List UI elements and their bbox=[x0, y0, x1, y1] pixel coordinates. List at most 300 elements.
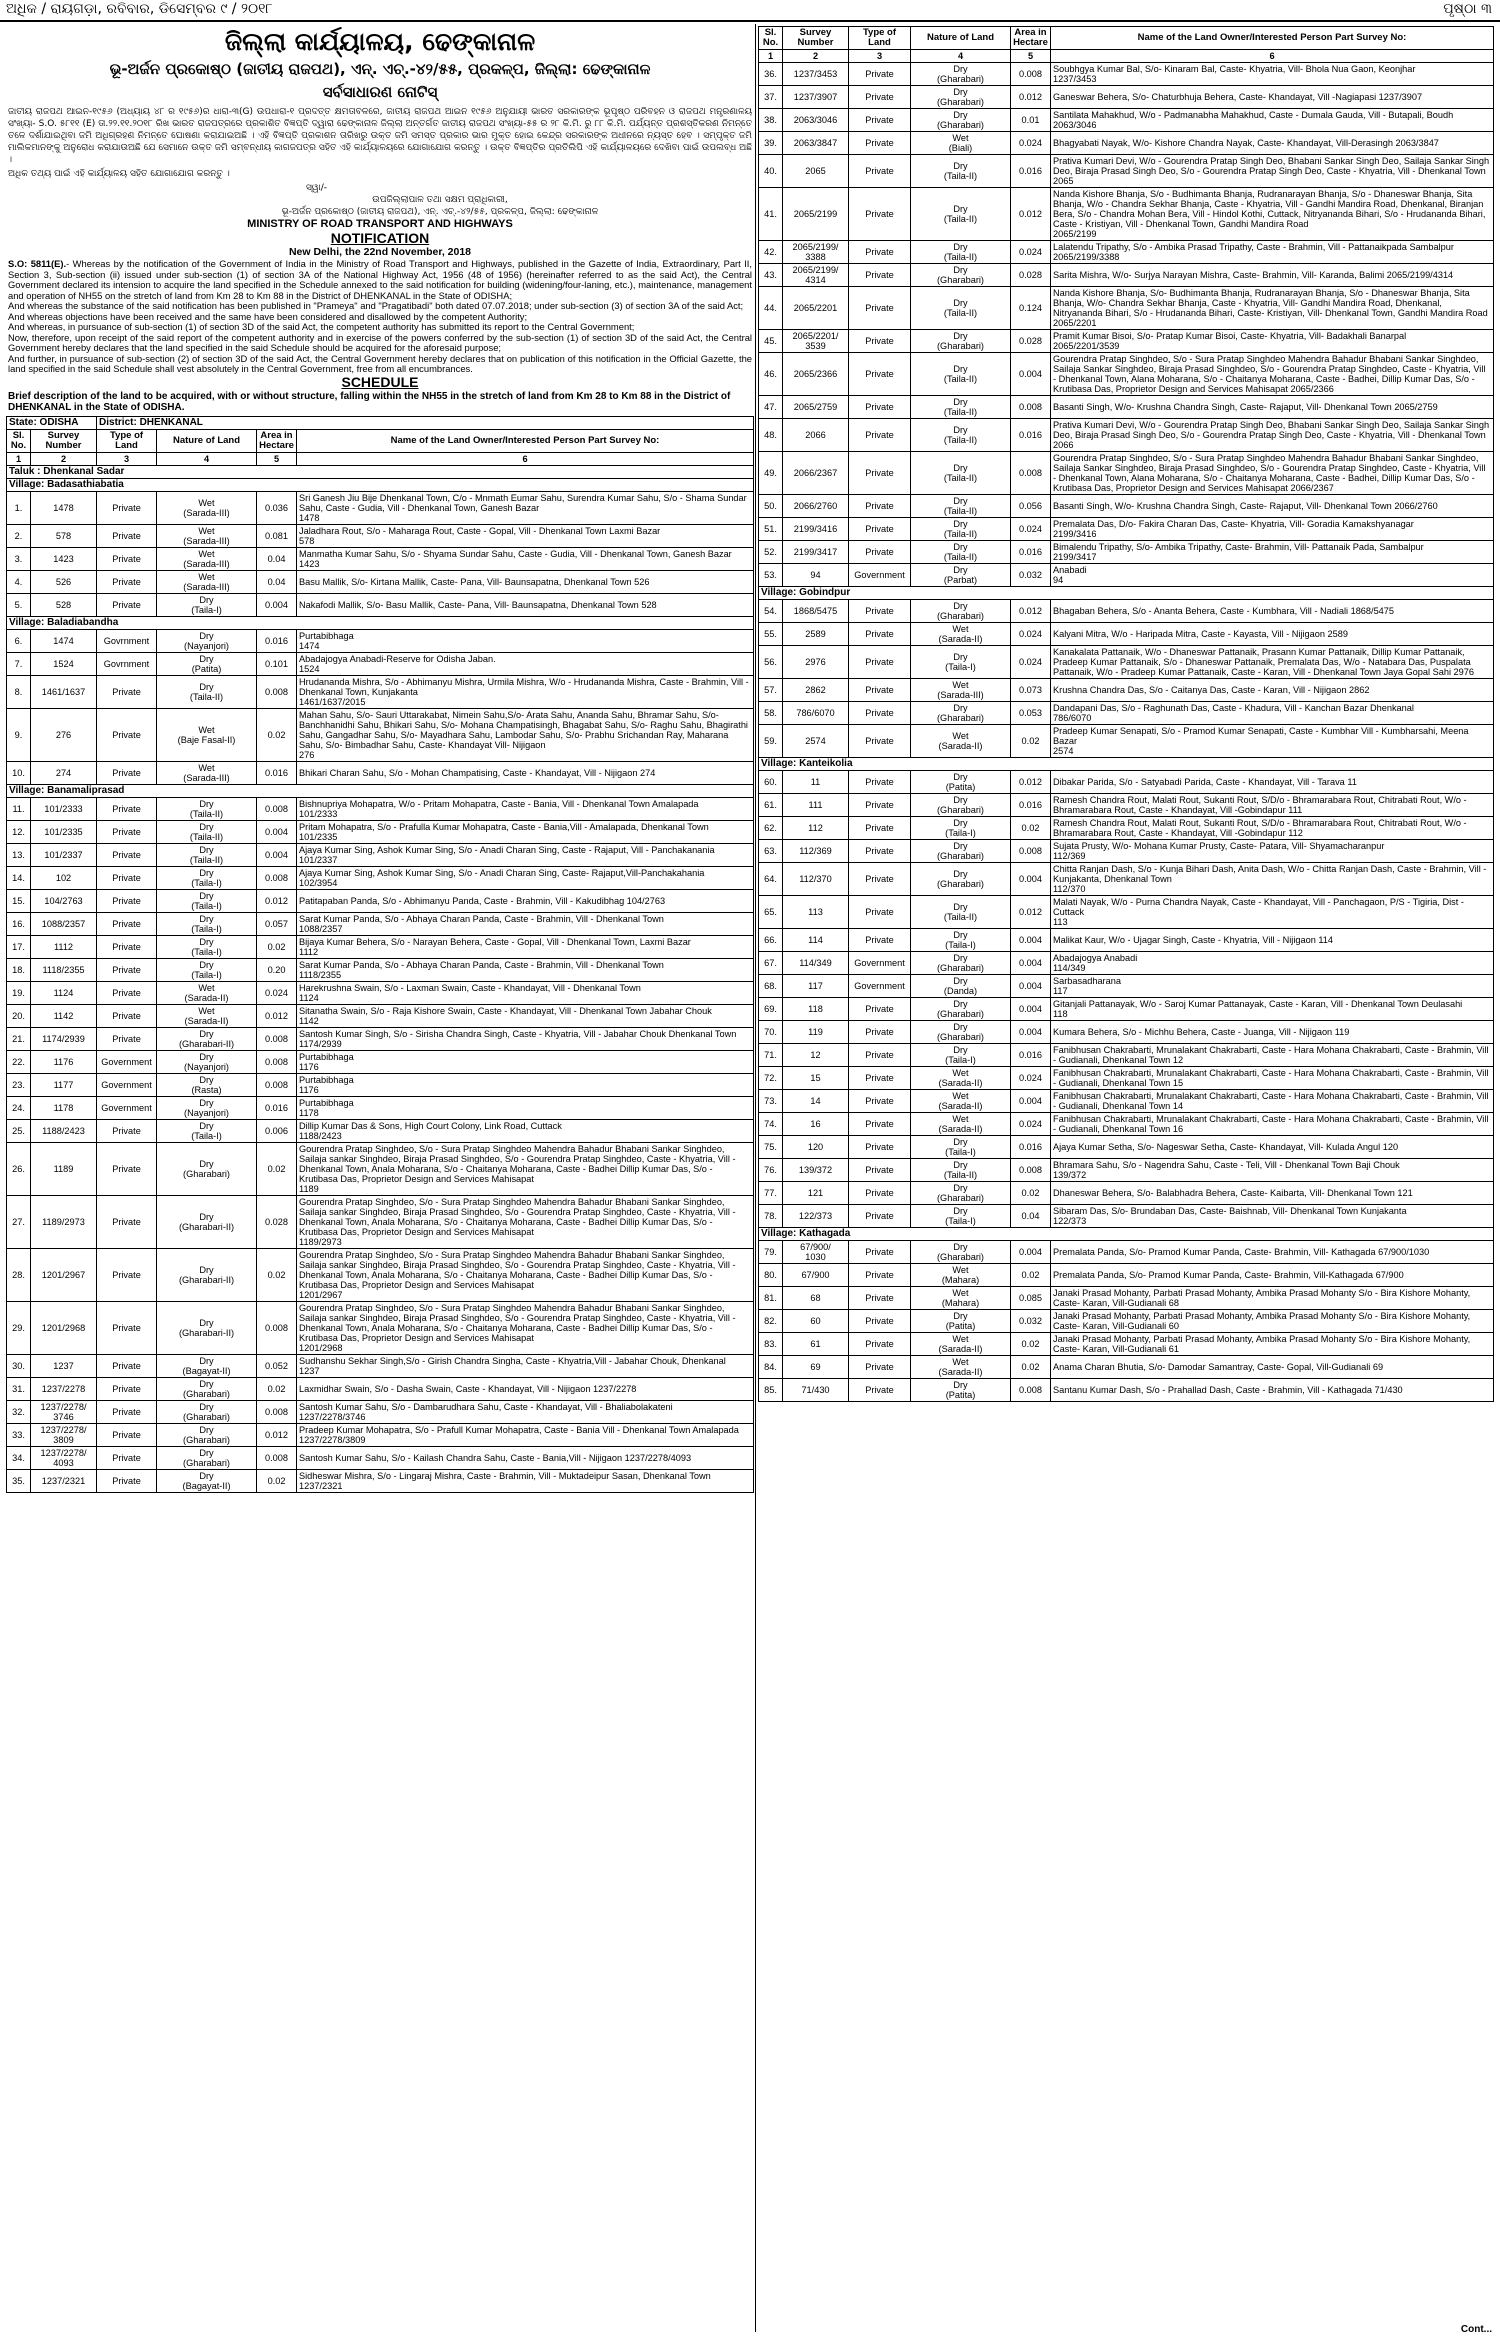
land-type: Private bbox=[849, 771, 911, 794]
land-type: Private bbox=[849, 1241, 911, 1264]
owner-details: Ajaya Kumar Sing, Ashok Kumar Sing, S/o - Anadi Charan Sing, Caste - Rajaput, Vill - Panchakanania 101/2337 bbox=[297, 843, 754, 866]
survey-number: 1237/2278/ 4093 bbox=[31, 1446, 97, 1469]
land-type: Govrnment bbox=[97, 652, 157, 675]
serial-number: 76. bbox=[759, 1159, 783, 1182]
area-hectare: 0.04 bbox=[257, 570, 297, 593]
area-hectare: 0.012 bbox=[1011, 188, 1051, 241]
land-nature: Dry (Taila-II) bbox=[911, 896, 1011, 929]
land-nature: Wet (Biali) bbox=[911, 132, 1011, 155]
table-row bbox=[7, 1446, 754, 1469]
land-nature: Dry (Gharabari) bbox=[911, 794, 1011, 817]
land-nature: Dry (Taila-I) bbox=[157, 866, 257, 889]
land-type: Private bbox=[849, 646, 911, 679]
owner-details: Harekrushna Swain, S/o - Laxman Swain, Caste - Khandayat, Vill - Dhenkanal Town 1124 bbox=[297, 981, 754, 1004]
table-row bbox=[7, 629, 754, 652]
serial-number: 66. bbox=[759, 929, 783, 952]
serial-number: 59. bbox=[759, 725, 783, 758]
area-hectare: 0.016 bbox=[1011, 794, 1051, 817]
owner-details: Anama Charan Bhutia, S/o- Damodar Samantray, Caste- Gopal, Vill-Gudianali 69 bbox=[1051, 1356, 1494, 1379]
land-type: Private bbox=[97, 1119, 157, 1142]
owner-details: Abadajogya Anabadi-Reserve for Odisha Jaban. 1524 bbox=[297, 652, 754, 675]
signature: ସ୍ୱା/- bbox=[306, 183, 327, 193]
table-row bbox=[759, 794, 1494, 817]
land-type: Private bbox=[849, 396, 911, 419]
land-nature: Wet (Sarada-II) bbox=[911, 1090, 1011, 1113]
table-row bbox=[7, 981, 754, 1004]
table-row bbox=[759, 495, 1494, 518]
serial-number: 20. bbox=[7, 1004, 31, 1027]
survey-number: 69 bbox=[783, 1356, 849, 1379]
owner-details: Sarat Kumar Panda, S/o - Abhaya Charan Panda, Caste - Brahmin, Vill - Dhenkanal Town 1118/2355 bbox=[297, 958, 754, 981]
survey-number: 121 bbox=[783, 1182, 849, 1205]
survey-number: 1178 bbox=[31, 1096, 97, 1119]
survey-number: 1176 bbox=[31, 1050, 97, 1073]
area-hectare: 0.004 bbox=[1011, 929, 1051, 952]
land-nature: Dry (Parbat) bbox=[911, 564, 1011, 587]
land-nature: Wet (Sarada-II) bbox=[911, 1356, 1011, 1379]
area-hectare: 0.012 bbox=[1011, 600, 1051, 623]
table-row bbox=[7, 1050, 754, 1073]
owner-details: Nanda Kishore Bhanja, S/o- Budhimanta Bhanja, Rudranarayan Bhanja, S/o - Dhaneswar Bhanja, Sita Bhanja, W/o- Chandra Sekhar Bhanja, Caste - Khyatria, Vill- Gandhi Mandira Road, Dhenkanal, Nitryananda Bihari, S/o - Hrudananda Bihari, Caste- Kristiyan, Vill- Dhenkanal Town, Gandhi Mandira Road 2065/2201 bbox=[1051, 287, 1494, 330]
land-nature: Wet (Sarada-II) bbox=[157, 1004, 257, 1027]
survey-number: 578 bbox=[31, 524, 97, 547]
area-hectare: 0.008 bbox=[257, 1027, 297, 1050]
serial-number: 69. bbox=[759, 998, 783, 1021]
owner-details: Malati Nayak, W/o - Purna Chandra Nayak, Caste - Khandayat, Vill - Panchagaon, P/S - Tigiria, Dist - Cuttack 113 bbox=[1051, 896, 1494, 929]
land-type: Private bbox=[849, 353, 911, 396]
serial-number: 82. bbox=[759, 1310, 783, 1333]
owner-details: Hrudananda Mishra, S/o - Abhimanyu Mishra, Urmila Mishra, W/o - Hrudananda Mishra, Caste - Brahmin, Vill - Dhenkanal Town, Kunjakanta 1461/1637/2015 bbox=[297, 675, 754, 708]
table-row bbox=[7, 797, 754, 820]
col-number: 3 bbox=[97, 452, 157, 465]
survey-number: 14 bbox=[783, 1090, 849, 1113]
land-nature: Dry (Taila-II) bbox=[911, 541, 1011, 564]
owner-details: Prativa Kumari Devi, W/o - Gourendra Pratap Singh Deo, Bhabani Sankar Singh Deo, Sailaja Sankar Singh Deo, Biraja Prasad Singh Deo, S/o - Gourendra Pratap Singh Deo, Caste - Khyatria, Vill - Dhenkanal Town 2066 bbox=[1051, 419, 1494, 452]
table-row bbox=[759, 623, 1494, 646]
table-header-row bbox=[759, 27, 1494, 50]
notification-para-2: And whereas the substance of the said notification has been published in "Prameya" and "Pragatibadi" both dated 07.07.2018; under sub-section (3) of section 3A of the said Act; bbox=[8, 300, 744, 311]
serial-number: 22. bbox=[7, 1050, 31, 1073]
table-row bbox=[7, 761, 754, 784]
area-hectare: 0.024 bbox=[257, 981, 297, 1004]
land-type: Private bbox=[849, 1205, 911, 1228]
page-header bbox=[0, 0, 1500, 22]
land-type: Private bbox=[849, 702, 911, 725]
area-hectare: 0.02 bbox=[257, 1377, 297, 1400]
land-nature: Dry (Gharabari) bbox=[911, 1182, 1011, 1205]
survey-number: 2065 bbox=[783, 155, 849, 188]
owner-details: Gourendra Pratap Singhdeo, S/o - Sura Pratap Singhdeo Mahendra Bahadur Bhabani Sankar Singhdeo, Sailaja sankar Singhdeo, Biraja Prasad Singhdeo, S/o - Gourendra Pratap Singhdeo, Caste - Khyatria, Vill - Dhenkanal Town, Anala Moharana, S/o - Chaitanya Moharana, Caste - Badhei Dillip Kumar Das, S/o - Krutibasa Das, Proprietor Design and Services Mahisapat 1189 bbox=[297, 1142, 754, 1195]
signatory-title: ଉପଜିଲ୍ଲାପାଳ ତଥା ସକ୍ଷମ ପ୍ରାଧିକାରୀ, bbox=[372, 195, 508, 205]
area-hectare: 0.02 bbox=[1011, 817, 1051, 840]
land-nature: Dry (Gharabari-II) bbox=[157, 1301, 257, 1354]
survey-number: 274 bbox=[31, 761, 97, 784]
owner-details: Premalata Panda, S/o- Pramod Kumar Panda, Caste- Brahmin, Vill-Kathagada 67/900 bbox=[1051, 1264, 1494, 1287]
table-row bbox=[759, 863, 1494, 896]
serial-number: 23. bbox=[7, 1073, 31, 1096]
land-nature: Dry (Taila-I) bbox=[157, 1119, 257, 1142]
land-nature: Dry (Patita) bbox=[911, 1310, 1011, 1333]
land-type: Private bbox=[849, 1067, 911, 1090]
owner-details: Gourendra Pratap Singhdeo, S/o - Sura Pratap Singhdeo Mahendra Bahadur Bhabani Sankar Singhdeo, Sailaja sankar Singhdeo, Biraja Prasad Singhdeo, S/o - Gourendra Pratap Singhdeo, Caste - Khyatria, Vill - Dhenkanal Town, Anala Moharana, S/o - Chaitanya Moharana, Caste - Badhei Dillip Kumar Das, S/o - Krutibasa Das, Proprietor Design and Services Mahisapat 1189/2973 bbox=[297, 1195, 754, 1248]
serial-number: 19. bbox=[7, 981, 31, 1004]
area-hectare: 0.004 bbox=[1011, 863, 1051, 896]
area-hectare: 0.028 bbox=[1011, 264, 1051, 287]
land-type: Private bbox=[849, 1264, 911, 1287]
area-hectare: 0.036 bbox=[257, 491, 297, 524]
land-nature: Wet (Sarada-III) bbox=[157, 570, 257, 593]
area-hectare: 0.016 bbox=[257, 1096, 297, 1119]
area-hectare: 0.04 bbox=[1011, 1205, 1051, 1228]
land-nature: Dry (Danda) bbox=[911, 975, 1011, 998]
area-hectare: 0.024 bbox=[1011, 132, 1051, 155]
owner-details: Dillip Kumar Das & Sons, High Court Colony, Link Road, Cuttack 1188/2423 bbox=[297, 1119, 754, 1142]
land-type: Private bbox=[849, 1379, 911, 1402]
survey-number: 2589 bbox=[783, 623, 849, 646]
land-nature: Dry (Nayanjori) bbox=[157, 1096, 257, 1119]
col-header: Survey Number bbox=[31, 429, 97, 452]
land-nature: Wet (Sarada-II) bbox=[911, 1113, 1011, 1136]
land-nature: Dry (Taila-II) bbox=[911, 518, 1011, 541]
table-row bbox=[7, 935, 754, 958]
serial-number: 42. bbox=[759, 241, 783, 264]
area-hectare: 0.02 bbox=[1011, 725, 1051, 758]
serial-number: 37. bbox=[759, 86, 783, 109]
owner-details: Kumara Behera, S/o - Michhu Behera, Caste - Juanga, Vill - Nijigaon 119 bbox=[1051, 1021, 1494, 1044]
survey-number: 2066/2367 bbox=[783, 452, 849, 495]
survey-number: 68 bbox=[783, 1287, 849, 1310]
owner-details: Chitta Ranjan Dash, S/o - Kunja Bihari Dash, Anita Dash, W/o - Chitta Ranjan Dash, Caste - Brahmin, Vill - Kunjakanta, Dhenkanal Town 112/370 bbox=[1051, 863, 1494, 896]
col-number: 4 bbox=[157, 452, 257, 465]
land-type: Private bbox=[849, 188, 911, 241]
serial-number: 1. bbox=[7, 491, 31, 524]
owner-details: Laxmidhar Swain, S/o - Dasha Swain, Caste - Khandayat, Vill - Nijigaon 1237/2278 bbox=[297, 1377, 754, 1400]
table-row bbox=[759, 1113, 1494, 1136]
serial-number: 75. bbox=[759, 1136, 783, 1159]
owner-details: Pradeep Kumar Mohapatra, S/o - Prafull Kumar Mohapatra, Caste - Bania Vill - Dhenkanal Town Amalapada 1237/2278/3809 bbox=[297, 1423, 754, 1446]
land-type: Private bbox=[849, 817, 911, 840]
table-row bbox=[7, 675, 754, 708]
table-row bbox=[7, 1004, 754, 1027]
serial-number: 34. bbox=[7, 1446, 31, 1469]
table-row bbox=[759, 1044, 1494, 1067]
area-hectare: 0.057 bbox=[257, 912, 297, 935]
table-row bbox=[759, 1136, 1494, 1159]
table-row bbox=[759, 1287, 1494, 1310]
area-hectare: 0.008 bbox=[1011, 1379, 1051, 1402]
owner-details: Ajaya Kumar Setha, S/o- Nageswar Setha, Caste- Khandayat, Vill- Kulada Angul 120 bbox=[1051, 1136, 1494, 1159]
owner-details: Gourendra Pratap Singhdeo, S/o - Sura Pratap Singhdeo Mahendra Bahadur Bhabani Sankar Singhdeo, Sailaja sankar Singhdeo, Biraja Prasad Singhdeo, S/o - Gourendra Pratap Singhdeo, Caste - Khyatria, Vill - Dhenkanal Town, Anala Moharana, S/o - Chaitanya Moharana, Caste - Badhei Dillip Kumar Das, S/o - Krutibasa Das, Proprietor Design and Services Mahisapat 1201/2968 bbox=[297, 1301, 754, 1354]
area-hectare: 0.02 bbox=[1011, 1264, 1051, 1287]
serial-number: 15. bbox=[7, 889, 31, 912]
land-type: Private bbox=[849, 1113, 911, 1136]
survey-number: 1201/2967 bbox=[31, 1248, 97, 1301]
area-hectare: 0.02 bbox=[1011, 1182, 1051, 1205]
serial-number: 36. bbox=[759, 63, 783, 86]
land-nature: Dry (Nayanjori) bbox=[157, 1050, 257, 1073]
land-type: Private bbox=[849, 155, 911, 188]
col-number: 2 bbox=[783, 50, 849, 63]
survey-number: 94 bbox=[783, 564, 849, 587]
table-row bbox=[759, 109, 1494, 132]
land-type: Private bbox=[97, 820, 157, 843]
ministry-title: MINISTRY OF ROAD TRANSPORT AND HIGHWAYS bbox=[247, 218, 513, 230]
area-hectare: 0.008 bbox=[1011, 63, 1051, 86]
area-hectare: 0.053 bbox=[1011, 702, 1051, 725]
land-type: Private bbox=[849, 998, 911, 1021]
serial-number: 3. bbox=[7, 547, 31, 570]
owner-details: Santosh Kumar Sahu, S/o - Dambarudhara Sahu, Caste - Khandayat, Vill - Bhaliabolakateni 1237/2278/3746 bbox=[297, 1400, 754, 1423]
owner-details: Santanu Kumar Dash, S/o - Prahallad Dash, Caste - Brahmin, Vill - Kathagada 71/430 bbox=[1051, 1379, 1494, 1402]
land-nature: Wet (Sarada-III) bbox=[911, 679, 1011, 702]
survey-number: 1868/5475 bbox=[783, 600, 849, 623]
serial-number: 58. bbox=[759, 702, 783, 725]
serial-number: 54. bbox=[759, 600, 783, 623]
table-row bbox=[759, 1310, 1494, 1333]
land-nature: Dry (Taila-I) bbox=[911, 1136, 1011, 1159]
serial-number: 81. bbox=[759, 1287, 783, 1310]
survey-number: 1237/2278 bbox=[31, 1377, 97, 1400]
land-nature: Wet (Sarada-III) bbox=[157, 524, 257, 547]
table-row bbox=[7, 1142, 754, 1195]
serial-number: 84. bbox=[759, 1356, 783, 1379]
serial-number: 33. bbox=[7, 1423, 31, 1446]
table-row bbox=[759, 1205, 1494, 1228]
serial-number: 26. bbox=[7, 1142, 31, 1195]
owner-details: Sibaram Das, S/o- Brundaban Das, Caste- Baishnab, Vill- Dhenkanal Town Kunjakanta 122/373 bbox=[1051, 1205, 1494, 1228]
serial-number: 68. bbox=[759, 975, 783, 998]
survey-number: 139/372 bbox=[783, 1159, 849, 1182]
land-type: Government bbox=[97, 1096, 157, 1119]
survey-number: 1124 bbox=[31, 981, 97, 1004]
table-row bbox=[7, 1400, 754, 1423]
owner-details: Purtabibhaga 1176 bbox=[297, 1050, 754, 1073]
serial-number: 39. bbox=[759, 132, 783, 155]
serial-number: 32. bbox=[7, 1400, 31, 1423]
village-name: Village: Badasathiabatia bbox=[7, 478, 754, 491]
survey-number: 2065/2201/ 3539 bbox=[783, 330, 849, 353]
survey-number: 1237 bbox=[31, 1354, 97, 1377]
land-type: Govrnment bbox=[97, 629, 157, 652]
notification-title: NOTIFICATION bbox=[330, 230, 430, 246]
land-type: Government bbox=[849, 975, 911, 998]
land-type: Private bbox=[97, 1142, 157, 1195]
land-nature: Wet (Mahara) bbox=[911, 1287, 1011, 1310]
land-nature: Wet (Sarada-III) bbox=[157, 547, 257, 570]
col-header: Sl. No. bbox=[759, 27, 783, 50]
land-type: Private bbox=[849, 330, 911, 353]
land-nature: Dry (Taila-I) bbox=[157, 593, 257, 616]
col-number: 6 bbox=[1051, 50, 1494, 63]
serial-number: 79. bbox=[759, 1241, 783, 1264]
land-nature: Dry (Taila-II) bbox=[911, 241, 1011, 264]
survey-number: 1189/2973 bbox=[31, 1195, 97, 1248]
table-row bbox=[7, 1073, 754, 1096]
table-row bbox=[759, 1241, 1494, 1264]
land-type: Private bbox=[97, 1248, 157, 1301]
survey-number: 122/373 bbox=[783, 1205, 849, 1228]
serial-number: 11. bbox=[7, 797, 31, 820]
area-hectare: 0.052 bbox=[257, 1354, 297, 1377]
owner-details: Fanibhusan Chakrabarti, Mrunalakant Chakrabarti, Caste - Hara Mohana Chakrabarti, Caste - Brahmin, Vill - Gudianali, Dhenkanal Town 15 bbox=[1051, 1067, 1494, 1090]
owner-details: Bijaya Kumar Behera, S/o - Narayan Behera, Caste - Gopal, Vill - Dhenkanal Town, Laxmi Bazar 1112 bbox=[297, 935, 754, 958]
table-row bbox=[759, 1090, 1494, 1113]
area-hectare: 0.024 bbox=[1011, 646, 1051, 679]
survey-number: 119 bbox=[783, 1021, 849, 1044]
survey-number: 1088/2357 bbox=[31, 912, 97, 935]
serial-number: 12. bbox=[7, 820, 31, 843]
area-hectare: 0.028 bbox=[257, 1195, 297, 1248]
table-row bbox=[759, 287, 1494, 330]
serial-number: 45. bbox=[759, 330, 783, 353]
land-type: Private bbox=[97, 1377, 157, 1400]
village-row bbox=[7, 784, 754, 797]
table-row bbox=[759, 86, 1494, 109]
land-nature: Dry (Gharabari) bbox=[911, 998, 1011, 1021]
serial-number: 43. bbox=[759, 264, 783, 287]
serial-number: 78. bbox=[759, 1205, 783, 1228]
land-type: Private bbox=[849, 1159, 911, 1182]
serial-number: 47. bbox=[759, 396, 783, 419]
table-row bbox=[759, 518, 1494, 541]
owner-details: Bimalendu Tripathy, S/o- Ambika Tripathy, Caste- Brahmin, Vill- Pattanaik Pada, Sambalpur 2199/3417 bbox=[1051, 541, 1494, 564]
land-nature: Dry (Taila-II) bbox=[911, 188, 1011, 241]
land-nature: Dry (Patita) bbox=[911, 771, 1011, 794]
area-hectare: 0.008 bbox=[257, 1400, 297, 1423]
table-row bbox=[7, 912, 754, 935]
serial-number: 8. bbox=[7, 675, 31, 708]
survey-number: 1177 bbox=[31, 1073, 97, 1096]
notice-title: ଜିଲ୍ଲା କାର୍ଯ୍ୟାଳୟ, ଢେଙ୍କାନାଳ bbox=[224, 27, 536, 56]
notification-date: New Delhi, the 22nd November, 2018 bbox=[288, 246, 472, 258]
table-row bbox=[759, 929, 1494, 952]
owner-details: Anabadi 94 bbox=[1051, 564, 1494, 587]
land-nature: Dry (Gharabari) bbox=[911, 863, 1011, 896]
serial-number: 85. bbox=[759, 1379, 783, 1402]
serial-number: 4. bbox=[7, 570, 31, 593]
table-row bbox=[759, 541, 1494, 564]
survey-number: 60 bbox=[783, 1310, 849, 1333]
table-row bbox=[7, 866, 754, 889]
village-name: Village: Banamaliprasad bbox=[7, 784, 754, 797]
table-row bbox=[759, 564, 1494, 587]
owner-details: Basanti Singh, W/o- Krushna Chandra Singh, Caste- Rajaput, Vill- Dhenkanal Town 2065/2759 bbox=[1051, 396, 1494, 419]
owner-details: Soubhgya Kumar Bal, S/o- Kinaram Bal, Caste- Khyatria, Vill- Bhola Nua Gaon, Keonjhar 1237/3453 bbox=[1051, 63, 1494, 86]
survey-number: 101/2335 bbox=[31, 820, 97, 843]
village-name: Village: Kanteikolia bbox=[759, 758, 1494, 771]
area-hectare: 0.024 bbox=[1011, 518, 1051, 541]
owner-details: Gitanjali Pattanayak, W/o - Saroj Kumar Pattanayak, Caste - Karan, Vill - Dhenkanal Town Deulasahi 118 bbox=[1051, 998, 1494, 1021]
owner-details: Sujata Prusty, W/o- Mohana Kumar Prusty, Caste- Patara, Vill- Shyamacharanpur 112/369 bbox=[1051, 840, 1494, 863]
area-hectare: 0.008 bbox=[1011, 452, 1051, 495]
continued-label: Cont... bbox=[1460, 2324, 1492, 2335]
owner-details: Jaladhara Rout, S/o - Maharaga Rout, Caste - Gopal, Vill - Dhenkanal Town Laxmi Bazar 578 bbox=[297, 524, 754, 547]
column-number-row bbox=[759, 50, 1494, 63]
notification-para-3: And whereas objections have been received and the same have been considered and disallowed by the competent Authority; bbox=[8, 310, 528, 322]
village-name: Village: Baladiabandha bbox=[7, 616, 754, 629]
owner-details: Abadajogya Anabadi 114/349 bbox=[1051, 952, 1494, 975]
serial-number: 49. bbox=[759, 452, 783, 495]
land-type: Private bbox=[849, 452, 911, 495]
land-type: Government bbox=[849, 952, 911, 975]
serial-number: 10. bbox=[7, 761, 31, 784]
land-type: Private bbox=[849, 1333, 911, 1356]
land-nature: Dry (Taila-II) bbox=[911, 396, 1011, 419]
land-nature: Dry (Gharabari) bbox=[911, 952, 1011, 975]
table-row bbox=[759, 353, 1494, 396]
taluk-name: Taluk : Dhenkanal Sadar bbox=[7, 465, 754, 478]
land-type: Government bbox=[97, 1050, 157, 1073]
land-nature: Dry (Taila-II) bbox=[157, 820, 257, 843]
area-hectare: 0.016 bbox=[1011, 1136, 1051, 1159]
area-hectare: 0.02 bbox=[1011, 1356, 1051, 1379]
survey-number: 15 bbox=[783, 1067, 849, 1090]
serial-number: 13. bbox=[7, 843, 31, 866]
land-type: Private bbox=[97, 1446, 157, 1469]
col-header: Name of the Land Owner/Interested Person Part Survey No: bbox=[297, 429, 754, 452]
land-type: Private bbox=[97, 1195, 157, 1248]
survey-number: 1188/2423 bbox=[31, 1119, 97, 1142]
land-type: Private bbox=[849, 863, 911, 896]
schedule-title: SCHEDULE bbox=[341, 373, 419, 390]
serial-number: 16. bbox=[7, 912, 31, 935]
table-row bbox=[759, 1379, 1494, 1402]
land-nature: Dry (Taila-I) bbox=[157, 935, 257, 958]
col-number: 5 bbox=[257, 452, 297, 465]
column-divider bbox=[755, 24, 756, 2332]
area-hectare: 0.101 bbox=[257, 652, 297, 675]
owner-details: Sarat Kumar Panda, S/o - Abhaya Charan Panda, Caste - Brahmin, Vill - Dhenkanal Town 1088/2357 bbox=[297, 912, 754, 935]
table-row bbox=[7, 889, 754, 912]
land-nature: Dry (Gharabari) bbox=[157, 1142, 257, 1195]
table-row bbox=[759, 679, 1494, 702]
land-nature: Dry (Taila-II) bbox=[911, 419, 1011, 452]
land-type: Private bbox=[97, 1301, 157, 1354]
owner-details: Malikat Kaur, W/o - Ujagar Singh, Caste - Khyatria, Vill - Nijigaon 114 bbox=[1051, 929, 1494, 952]
area-hectare: 0.008 bbox=[1011, 1159, 1051, 1182]
area-hectare: 0.016 bbox=[257, 761, 297, 784]
table-row bbox=[759, 264, 1494, 287]
area-hectare: 0.012 bbox=[1011, 771, 1051, 794]
area-hectare: 0.004 bbox=[1011, 998, 1051, 1021]
notification-para-4: And whereas, in pursuance of sub-section (1) of section 3D of the said Act, the competent authority has submitted its report to the Central Government; bbox=[8, 321, 635, 332]
land-type: Private bbox=[849, 1287, 911, 1310]
table-row bbox=[759, 1021, 1494, 1044]
serial-number: 5. bbox=[7, 593, 31, 616]
land-nature: Dry (Gharabari) bbox=[911, 702, 1011, 725]
serial-number: 46. bbox=[759, 353, 783, 396]
village-row bbox=[7, 616, 754, 629]
schedule-brief: Brief description of the land to be acquired, with or without structure, falling within the NH55 in the stretch of land from Km 28 to Km 88 in the District of DHENKANAL in the State of ODISHA. bbox=[8, 390, 731, 413]
survey-number: 1478 bbox=[31, 491, 97, 524]
land-type: Private bbox=[849, 132, 911, 155]
table-row bbox=[7, 820, 754, 843]
col-number: 3 bbox=[849, 50, 911, 63]
area-hectare: 0.004 bbox=[257, 593, 297, 616]
land-nature: Dry (Gharabari) bbox=[157, 1400, 257, 1423]
serial-number: 18. bbox=[7, 958, 31, 981]
serial-number: 17. bbox=[7, 935, 31, 958]
area-hectare: 0.004 bbox=[1011, 1021, 1051, 1044]
serial-number: 72. bbox=[759, 1067, 783, 1090]
survey-number: 118 bbox=[783, 998, 849, 1021]
survey-number: 1474 bbox=[31, 629, 97, 652]
area-hectare: 0.008 bbox=[257, 797, 297, 820]
area-hectare: 0.04 bbox=[257, 547, 297, 570]
survey-number: 2065/2199/ 3388 bbox=[783, 241, 849, 264]
land-type: Private bbox=[849, 1182, 911, 1205]
owner-details: Bhagaban Behera, S/o - Ananta Behera, Caste - Kumbhara, Vill - Nadiali 1868/5475 bbox=[1051, 600, 1494, 623]
